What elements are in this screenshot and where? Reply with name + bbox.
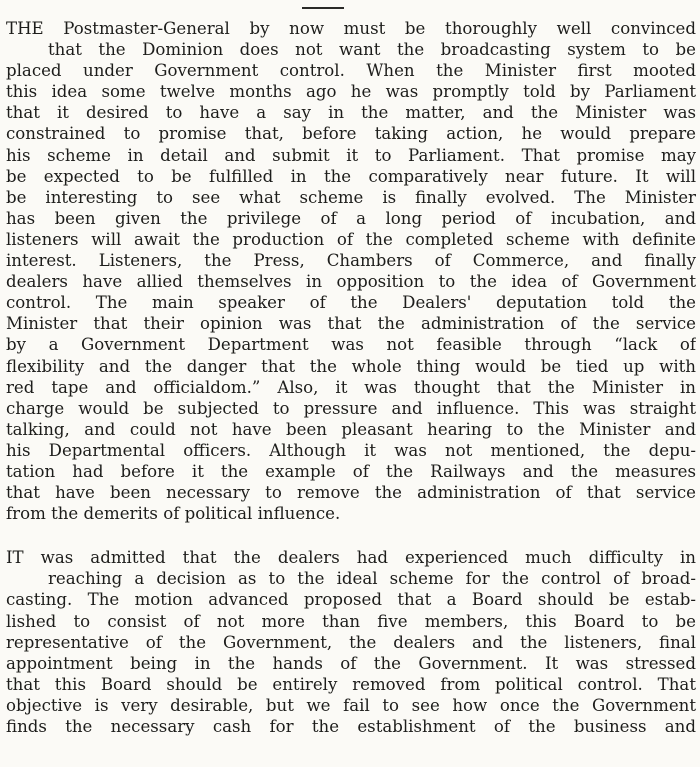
text-line: from the demerits of political influence. [6, 504, 341, 524]
text-line: dealers have allied themselves in opposition to the idea of Government [6, 272, 696, 292]
text-line: Minister that their opinion was that the administration of the service [6, 314, 696, 334]
text-line: that it desired to have a say in the matter, and the Minister was [6, 103, 696, 123]
article-column [6, 18, 696, 737]
text-line: that have been necessary to remove the administration of that service [6, 483, 696, 503]
text-line: be expected to be fulfilled in the comparatively near future. It will [6, 166, 696, 186]
text-line: this idea some twelve months ago he was promptly told by Parliament [6, 82, 696, 102]
text-line: charge would be subjected to pressure and influence. This was straight [6, 398, 696, 418]
text-line: reaching a decision as to the ideal scheme for the control of broad- [48, 569, 696, 589]
text-line: constrained to promise that, before taking action, he would prepare [6, 124, 696, 144]
text-line: control. The main speaker of the Dealers' deputation told the [6, 293, 696, 313]
paragraph-2 [6, 547, 696, 737]
text-line: objective is very desirable, but we fail to see how once the Government [6, 695, 696, 715]
text-line: red tape and officialdom.” Also, it was thought that the Minister in [6, 377, 696, 397]
text-line: casting. The motion advanced proposed that a Board should be estab- [6, 590, 696, 610]
text-line: THE Postmaster-General by now must be thoroughly well convinced [6, 19, 696, 38]
top-divider-rule [302, 7, 344, 9]
text-line: has been given the privilege of a long period of incubation, and [6, 208, 696, 228]
text-line: by a Government Department was not feasible through “lack of [6, 335, 696, 355]
text-line: IT was admitted that the dealers had experienced much difficulty in [6, 548, 696, 568]
text-line: placed under Government control. When the Minister first mooted [6, 61, 696, 81]
text-line: that this Board should be entirely removed from political control. That [6, 674, 696, 694]
text-line: his scheme in detail and submit it to Parliament. That promise may [6, 145, 696, 165]
text-line: talking, and could not have been pleasant hearing to the Minister and [6, 419, 696, 439]
text-line: appointment being in the hands of the Government. It was stressed [6, 653, 696, 673]
text-line: his Departmental officers. Although it was not mentioned, the depu- [6, 440, 696, 460]
text-line: that the Dominion does not want the broadcasting system to be [48, 40, 696, 60]
paragraph-gap [6, 524, 696, 547]
text-line: listeners will await the production of the completed scheme with definite [6, 229, 696, 249]
text-line: tation had before it the example of the Railways and the measures [6, 461, 696, 481]
paragraph-1 [6, 18, 696, 524]
text-line: flexibility and the danger that the whole thing would be tied up with [6, 356, 696, 376]
text-line: finds the necessary cash for the establishment of the business and [6, 717, 696, 736]
text-line: representative of the Government, the dealers and the listeners, final [6, 632, 696, 652]
text-line: be interesting to see what scheme is finally evolved. The Minister [6, 187, 696, 207]
text-line: lished to consist of not more than five members, this Board to be [6, 611, 696, 631]
text-line: interest. Listeners, the Press, Chambers of Commerce, and finally [6, 251, 696, 271]
